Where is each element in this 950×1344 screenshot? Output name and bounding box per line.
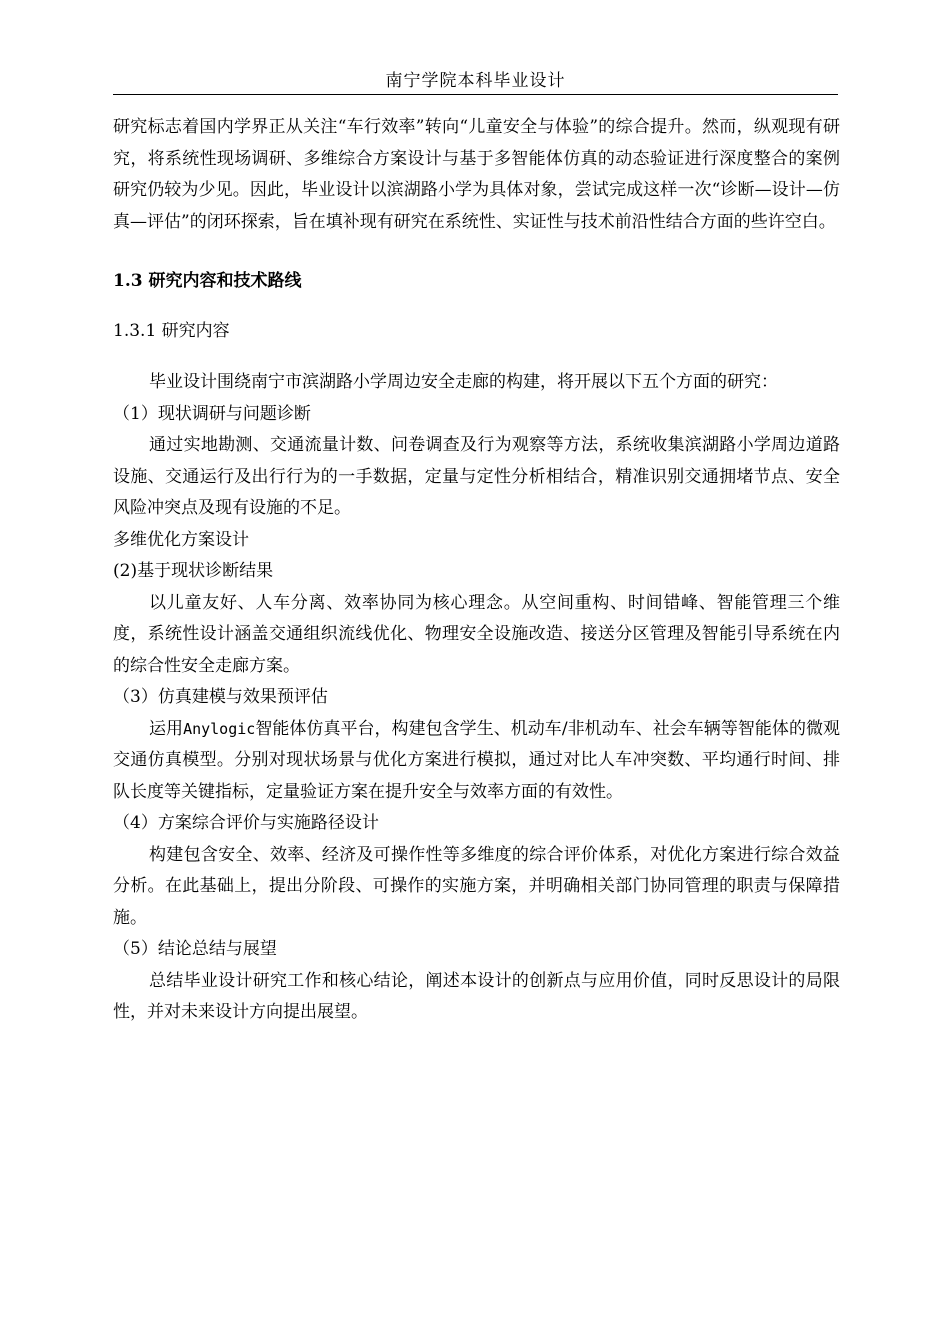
item2-title: (2)基于现状诊断结果 bbox=[113, 561, 274, 581]
item4-title: （4）方案综合评价与实施路径设计 bbox=[113, 813, 379, 833]
item2-body: 以儿童友好、人车分离、效率协同为核心理念。从空间重构、时间错峰、智能管理三个维度，系统性设计涵盖交通组织流线优化、物理安全设施改造、接送分区管理及智能引导系统在内的综合性安全走廊方案。 bbox=[113, 592, 840, 676]
item2-pre: 多维优化方案设计 bbox=[113, 529, 249, 550]
item3-body bbox=[113, 714, 840, 809]
item5-title: （5）结论总结与展望 bbox=[113, 939, 277, 959]
lead-paragraph: 毕业设计围绕南宁市滨湖路小学周边安全走廊的构建，将开展以下五个方面的研究： bbox=[149, 372, 778, 392]
item1-title: （1）现状调研与问题诊断 bbox=[113, 403, 311, 424]
item3-body-term: Anylogic bbox=[183, 719, 256, 738]
header-divider bbox=[113, 94, 838, 95]
item4-body: 构建包含安全、效率、经济及可操作性等多维度的综合评价体系，对优化方案进行综合效益分析。在此基础上，提出分阶段、可操作的实施方案，并明确相关部门协同管理的职责与保障措施。 bbox=[113, 844, 840, 928]
item3-body-pre: 运用 bbox=[149, 718, 184, 739]
intro-paragraph: 研究标志着国内学界正从关注“车行效率”转向“儿童安全与体验”的综合提升。然而，纵观现有研究，将系统性现场调研、多维综合方案设计与基于多智能体仿真的动态验证进行深度整合的案例研究仍较为少见。因此，毕业设计以滨湖路小学为具体对象，尝试完成这样一次“诊断—设计—仿真—评估”的闭环探索，旨在填补现有研究在系统性、实证性与技术前沿性结合方面的些许空白。 bbox=[113, 117, 840, 232]
page-header: 南宁学院本科毕业设计 bbox=[385, 71, 566, 91]
subsection-heading: 1.3.1 研究内容 bbox=[113, 320, 230, 341]
item1-body: 通过实地勘测、交通流量计数、问卷调查及行为观察等方法，系统收集滨湖路小学周边道路设施、交通运行及出行行为的一手数据，定量与定性分析相结合，精准识别交通拥堵节点、安全风险冲突点及现有设施的不足。 bbox=[113, 435, 840, 518]
section-heading: 1.3 研究内容和技术路线 bbox=[113, 271, 302, 291]
item3-body-post: 智能体仿真平台，构建包含学生、机动车/非机动车、社会车辆等智能体的微观交通仿真模型。分别对现状场景与优化方案进行模拟，通过对比人车冲突数、平均通行时间、排队长度等关键指标，定量验证方案在提升安全与效率方面的有效性。 bbox=[113, 718, 840, 802]
item5-body: 总结毕业设计研究工作和核心结论，阐述本设计的创新点与应用价值，同时反思设计的局限性，并对未来设计方向提出展望。 bbox=[113, 970, 840, 1022]
document-body bbox=[113, 112, 840, 1029]
item3-title: （3）仿真建模与效果预评估 bbox=[113, 687, 328, 707]
